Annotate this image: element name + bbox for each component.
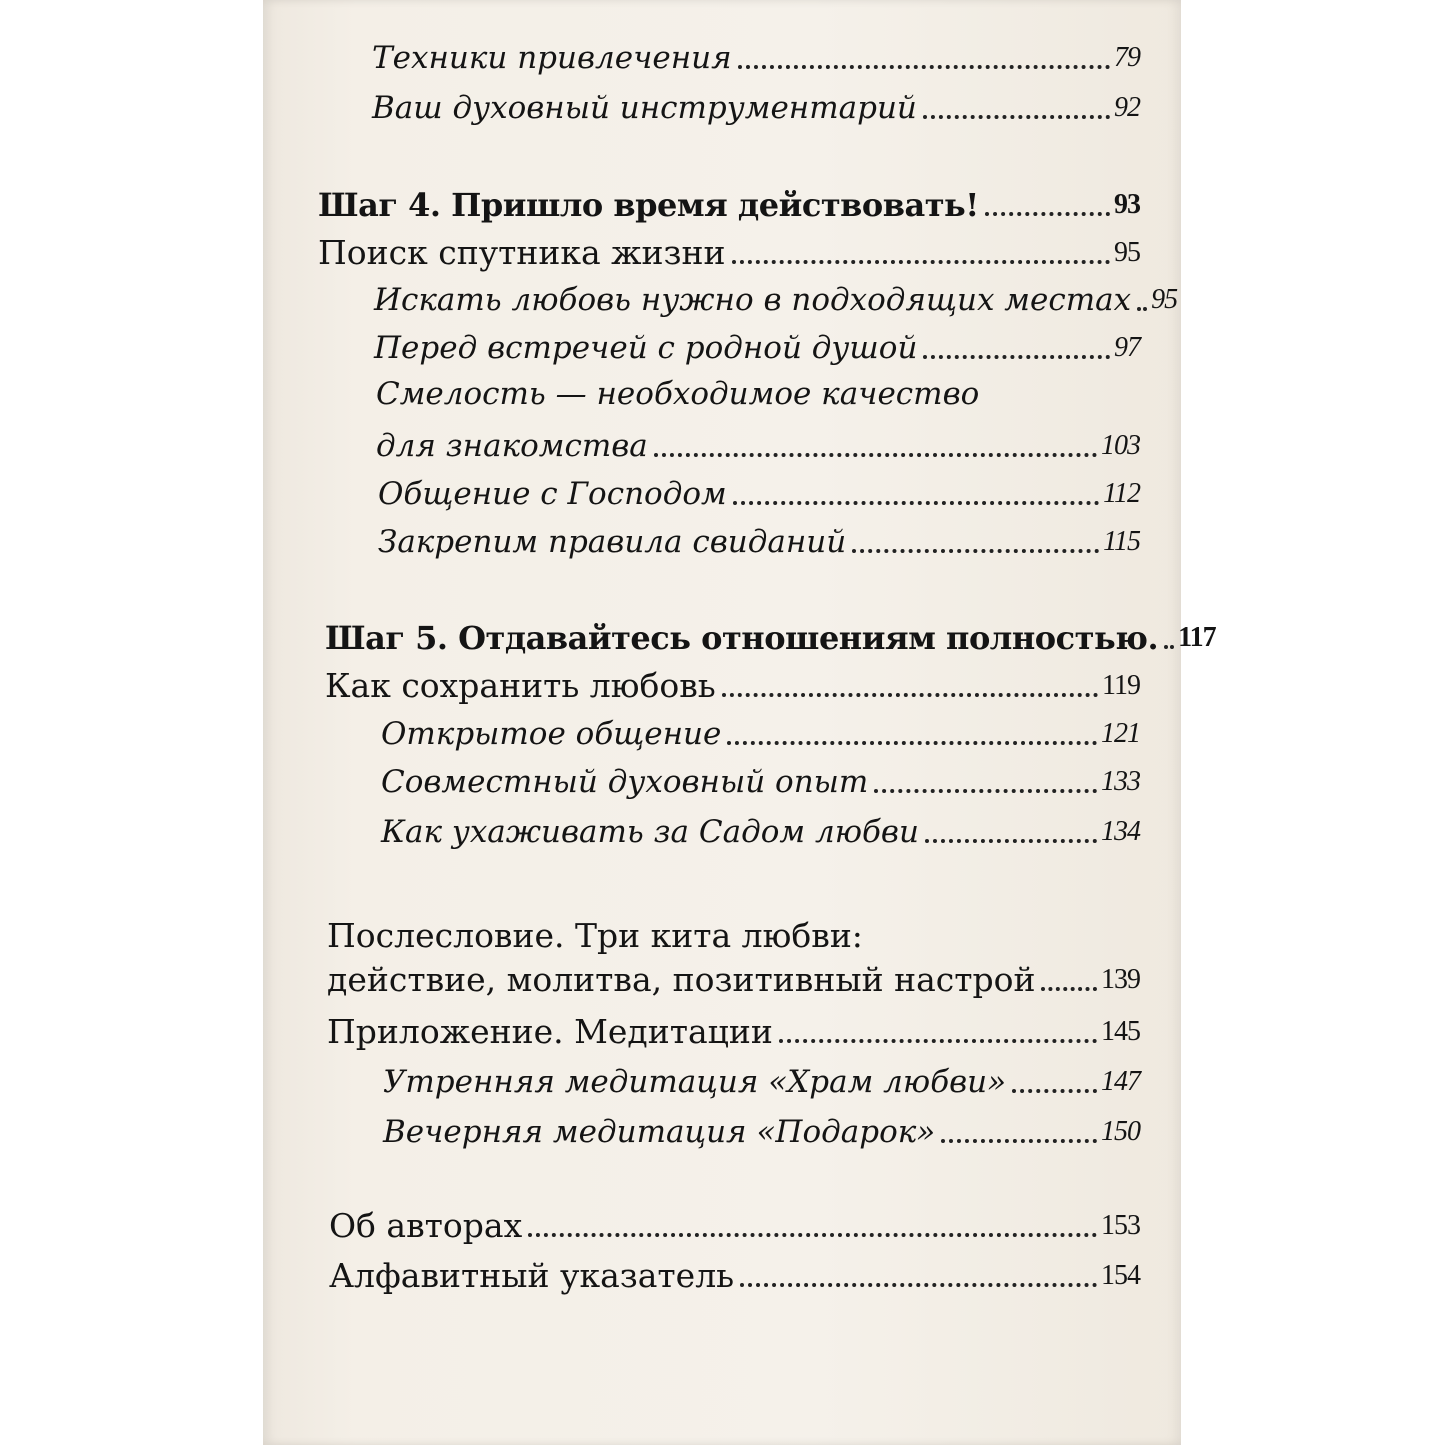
toc-entry-title: Закрепим правила свиданий [378,524,847,560]
dot-leader [779,1039,1097,1043]
toc-entry-page: 154 [1101,1260,1140,1291]
toc-entry-page: 112 [1103,478,1140,509]
toc-entry-page: 95 [1114,237,1140,268]
toc-entry-page: 133 [1101,766,1140,797]
toc-entry-page: 92 [1114,92,1140,123]
toc-entry-title: Общение с Господом [378,476,727,512]
toc-entry-title: для знакомства [376,428,648,464]
toc-entry-title: Шаг 4. Пришло время действовать! [318,186,979,224]
toc-entry-title: Ваш духовный инструментарий [372,90,917,126]
toc-entry [372,88,1140,128]
toc-entry-title: Искать любовь нужно в подходящих местах [374,282,1132,318]
dot-leader [941,1139,1097,1143]
toc-entry-page: 139 [1101,964,1140,995]
toc-entry [378,522,1140,562]
toc-entry-title: Вечерняя медитация «Подарок» [383,1114,936,1150]
toc-entry-title: Утренняя медитация «Храм любви» [383,1064,1007,1100]
toc-entry-title: Алфавитный указатель [329,1256,735,1295]
toc-entry [374,328,1140,368]
toc-entry-page: 115 [1103,526,1140,557]
toc-entry-page: 145 [1101,1016,1140,1047]
toc-entry-page: 103 [1101,430,1140,461]
toc-entry-title: Техники привлечения [372,40,732,76]
toc-entry-title: Как сохранить любовь [325,666,716,705]
toc-entry [378,474,1140,514]
toc-entry-page: 93 [1114,189,1140,220]
toc-entry-page: 134 [1101,816,1140,847]
toc-entry-title-line: Смелость — необходимое качество [376,376,980,412]
toc-entry-page: 150 [1101,1116,1140,1147]
dot-leader [923,355,1110,359]
dot-leader [985,212,1110,216]
toc-entry-title: Поиск спутника жизни [318,233,726,272]
toc-entry-title: Об авторах [329,1206,523,1245]
dot-leader [1137,307,1147,311]
toc-entry [376,426,1140,466]
toc-entry-title: Шаг 5. Отдавайтесь отношениям полностью. [325,619,1159,657]
toc-entry [329,1206,1140,1246]
toc-entry [329,1256,1140,1296]
toc-entry-title: Как ухаживать за Садом любви [381,814,919,850]
toc-entry-title-line: Послесловие. Три кита любви: [327,916,863,955]
dot-leader [732,260,1110,264]
toc-entry [325,666,1140,706]
dot-leader [874,789,1097,793]
toc-entry [381,812,1140,852]
toc-entry [372,38,1140,78]
toc-entry-page: 117 [1178,622,1216,653]
toc-chapter-entry [325,618,1216,658]
toc-chapter-entry [318,185,1140,225]
dot-leader [923,115,1110,119]
toc-entry-page: 119 [1102,670,1140,701]
toc-entry [381,762,1140,802]
toc-entry [383,1112,1140,1152]
dot-leader [1164,645,1174,649]
toc-entry-page: 147 [1101,1066,1140,1097]
dot-leader [1012,1089,1097,1093]
toc-entry-page: 95 [1151,284,1178,315]
dot-leader [852,549,1099,553]
toc-entry-page: 79 [1114,42,1140,73]
toc-entry-page: 121 [1101,718,1140,749]
dot-leader [727,741,1097,745]
toc-entry-title: Совместный духовный опыт [381,764,869,800]
dot-leader [733,501,1099,505]
toc-entry [383,1062,1140,1102]
toc-entry [327,960,1140,1000]
toc-entry-page: 153 [1101,1210,1140,1241]
toc-entry [381,714,1140,754]
toc-entry-title: Перед встречей с родной душой [374,330,918,366]
toc-entry-title: Открытое общение [381,716,722,752]
dot-leader [1041,987,1097,991]
toc-entry [318,233,1140,273]
toc-entry-title: действие, молитва, позитивный настрой [327,960,1036,999]
toc-entry-page: 97 [1114,332,1140,363]
toc-entry [374,280,1178,320]
dot-leader [722,693,1098,697]
dot-leader [528,1233,1097,1237]
toc-entry [327,1012,1140,1052]
dot-leader [925,839,1097,843]
dot-leader [654,453,1097,457]
dot-leader [738,65,1110,69]
dot-leader [740,1283,1097,1287]
toc-entry-title: Приложение. Медитации [327,1012,773,1051]
